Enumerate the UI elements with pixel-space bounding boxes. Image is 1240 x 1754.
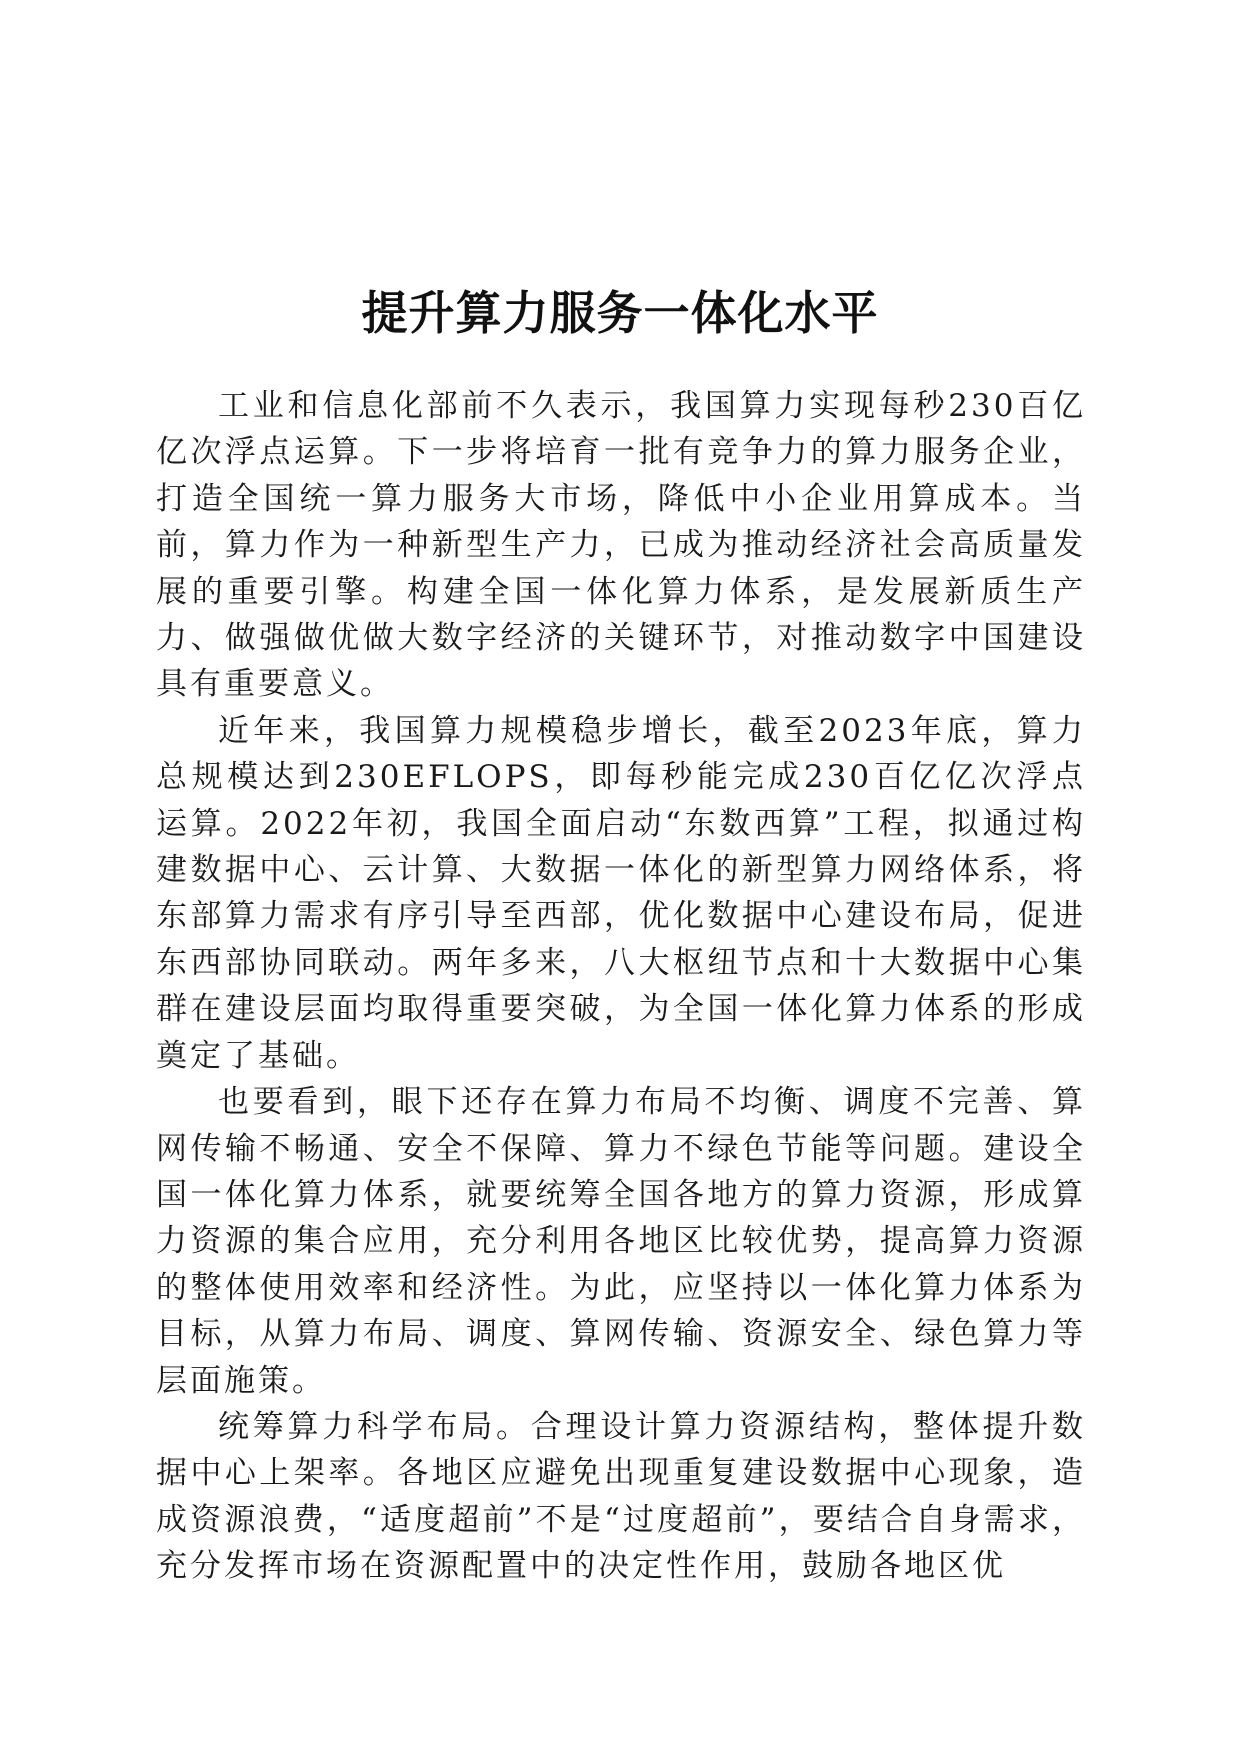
paragraph: 工业和信息化部前不久表示，我国算力实现每秒230百亿亿次浮点运算。下一步将培育一批有竞争力的算力服务企业，打造全国统一算力服务大市场，降低中小企业用算成本。当前，算力作为一种新型生产力，已成为推动经济社会高质量发展的重要引擎。构建全国一体化算力体系，是发展新质生产力、做强做优做大数字经济的关键环节，对推动数字中国建设具有重要意义。 xyxy=(156,388,1086,703)
paragraph: 近年来，我国算力规模稳步增长，截至2023年底，算力总规模达到230EFLOPS，即每秒能完成230百亿亿次浮点运算。2022年初，我国全面启动“东数西算”工程，拟通过构建数据中心、云计算、大数据一体化的新型算力网络体系，将东部算力需求有序引导至西部，优化数据中心建设布局，促进东西部协同联动。两年多来，八大枢纽节点和十大数据中心集群在建设层面均取得重要突破，为全国一体化算力体系的形成奠定了基础。 xyxy=(156,712,1086,1074)
article-body xyxy=(156,383,1086,1590)
page-title: 提升算力服务一体化水平 xyxy=(361,285,879,340)
paragraph: 统筹算力科学布局。合理设计算力资源结构，整体提升数据中心上架率。各地区应避免出现重复建设数据中心现象，造成资源浪费，“适度超前”不是“过度超前”，要结合自身需求，充分发挥市场在资源配置中的决定性作用，鼓励各地区优 xyxy=(156,1408,1086,1585)
paragraph: 也要看到，眼下还存在算力布局不均衡、调度不完善、算网传输不畅通、安全不保障、算力不绿色节能等问题。建设全国一体化算力体系，就要统筹全国各地方的算力资源，形成算力资源的集合应用，充分利用各地区比较优势，提高算力资源的整体使用效率和经济性。为此，应坚持以一体化算力体系为目标，从算力布局、调度、算网传输、资源安全、绿色算力等层面施策。 xyxy=(156,1084,1086,1399)
